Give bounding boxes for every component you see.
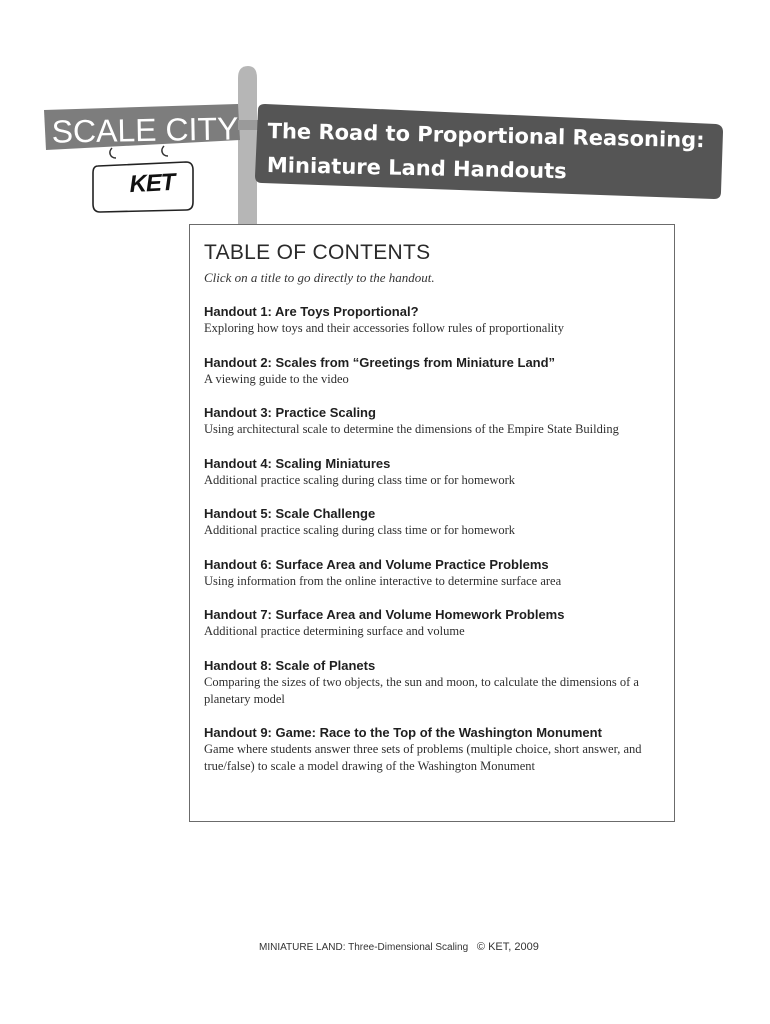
toc-item-handout-2[interactable] xyxy=(204,355,666,388)
scale-city-logo: SCALE CITY xyxy=(51,110,239,150)
handout-link[interactable]: Handout 9: Game: Race to the Top of the Washington Monument xyxy=(204,725,602,740)
document-title xyxy=(267,114,728,192)
header-sign xyxy=(0,0,770,240)
sign-post-icon xyxy=(238,66,257,224)
page-footer xyxy=(259,941,539,953)
toc-item-handout-8[interactable] xyxy=(204,658,666,708)
handout-description: Using information from the online interactive to determine surface area xyxy=(204,573,562,588)
handout-link[interactable]: Handout 7: Surface Area and Volume Homework Problems xyxy=(204,607,565,622)
handout-description: A viewing guide to the video xyxy=(204,371,349,386)
toc-list xyxy=(204,304,666,793)
handout-link[interactable]: Handout 6: Surface Area and Volume Practice Problems xyxy=(204,556,549,572)
document-title-line-1: The Road to Proportional Reasoning: xyxy=(267,118,705,153)
handout-description: Comparing the sizes of two objects, the sun and moon, to calculate the dimensions of a planetary model xyxy=(204,674,639,706)
toc-item-handout-4[interactable] xyxy=(204,456,666,489)
toc-item-handout-1[interactable] xyxy=(204,304,666,337)
ket-logo: KET xyxy=(128,168,176,199)
toc-heading: TABLE OF CONTENTS xyxy=(204,241,431,264)
footer-text: MINIATURE LAND: Three-Dimensional Scaling xyxy=(259,942,469,953)
toc-item-handout-5[interactable] xyxy=(204,506,666,539)
handout-link[interactable]: Handout 1: Are Toys Proportional? xyxy=(204,304,419,319)
footer-copyright: © KET, 2009 xyxy=(476,941,539,953)
handout-description: Exploring how toys and their accessories follow rules of proportionality xyxy=(204,321,564,335)
toc-item-handout-9[interactable] xyxy=(204,725,666,775)
handout-description: Additional practice scaling during class time or for homework xyxy=(204,472,516,487)
handout-description: Additional practice scaling during class time or for homework xyxy=(204,523,516,537)
table-of-contents xyxy=(189,224,675,822)
toc-instruction: Click on a title to go directly to the handout. xyxy=(204,270,435,285)
toc-item-handout-7[interactable] xyxy=(204,607,666,640)
handout-link[interactable]: Handout 8: Scale of Planets xyxy=(204,657,376,673)
handout-link[interactable]: Handout 2: Scales from “Greetings from Miniature Land” xyxy=(204,354,556,370)
handout-link[interactable]: Handout 3: Practice Scaling xyxy=(204,405,376,420)
handout-link[interactable]: Handout 4: Scaling Miniatures xyxy=(204,455,391,471)
handout-description: Using architectural scale to determine the dimensions of the Empire State Building xyxy=(204,422,619,436)
toc-item-handout-3[interactable] xyxy=(204,405,666,438)
handout-link[interactable]: Handout 5: Scale Challenge xyxy=(204,506,376,521)
handout-description: Additional practice determining surface and volume xyxy=(204,624,465,638)
toc-item-handout-6[interactable] xyxy=(204,557,666,590)
document-title-line-2: Miniature Land Handouts xyxy=(266,152,567,184)
handout-description: Game where students answer three sets of problems (multiple choice, short answer, and true/false) to scale a model drawing of the Washington Monument xyxy=(204,742,642,773)
sign-connector xyxy=(238,120,260,130)
